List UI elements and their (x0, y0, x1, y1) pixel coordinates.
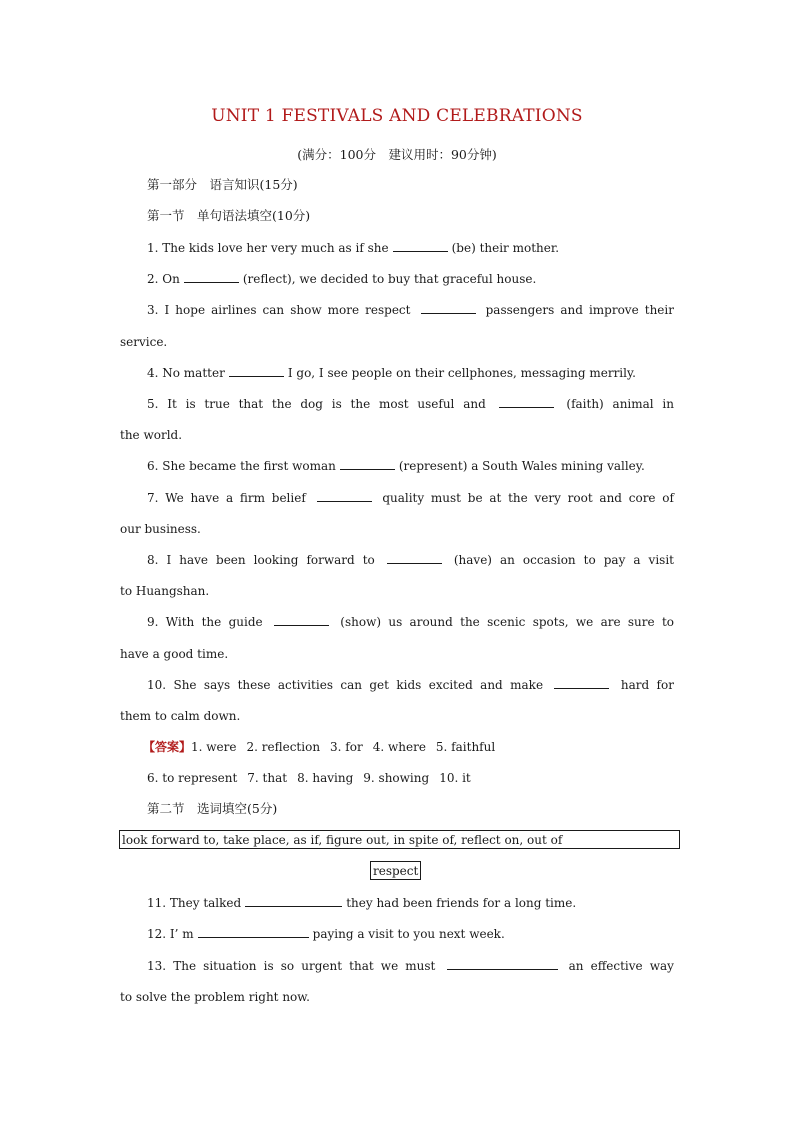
part-heading: 第一部分 语言知识(15分) (147, 177, 298, 192)
question-12: 12. I’ m paying a visit to you next week. (147, 927, 505, 941)
answer-key-line-1: 【答案】1. were 2. reflection 3. for 4. where 5. faithful (143, 740, 496, 754)
answer-blank[interactable] (447, 958, 558, 970)
section-heading: 第一节 单句语法填空(10分) (147, 208, 311, 223)
answer-tag: 【答案】 (143, 740, 192, 754)
question-13: 13. The situation is so urgent that we must an effective way (147, 959, 674, 973)
word-bank-box-cont: respect (370, 861, 421, 880)
word-bank-box: look forward to, take place, as if, figure out, in spite of, reflect on, out of (119, 830, 680, 849)
question-8: 8. I have been looking forward to (have) an occasion to pay a visit (147, 553, 674, 567)
question-4: 4. No matter I go, I see people on their cellphones, messaging merrily. (147, 366, 636, 380)
answer-blank[interactable] (393, 240, 448, 252)
answer-blank[interactable] (340, 458, 395, 470)
answer-blank[interactable] (184, 271, 239, 283)
section-heading-2: 第二节 选词填空(5分) (147, 801, 278, 816)
answer-blank[interactable] (245, 895, 342, 907)
answer-blank[interactable] (387, 552, 442, 564)
question-3: 3. I hope airlines can show more respect passengers and improve their (147, 303, 674, 317)
question-9: 9. With the guide (show) us around the scenic spots, we are sure to (147, 615, 674, 629)
question-1: 1. The kids love her very much as if she (be) their mother. (147, 241, 560, 255)
answer-blank[interactable] (554, 677, 609, 689)
question-7: 7. We have a firm belief quality must be at the very root and core of (147, 491, 674, 505)
question-3-cont: service. (120, 335, 168, 349)
page-title: UNIT 1 FESTIVALS AND CELEBRATIONS (211, 106, 583, 126)
question-9-cont: have a good time. (120, 647, 229, 661)
question-8-cont: to Huangshan. (120, 584, 210, 598)
answer-blank[interactable] (198, 926, 309, 938)
question-2: 2. On (reflect), we decided to buy that graceful house. (147, 272, 537, 286)
question-11: 11. They talked they had been friends for a long time. (147, 896, 577, 910)
answer-blank[interactable] (274, 614, 329, 626)
answer-blank[interactable] (229, 365, 284, 377)
score-time-info: (满分：100分 建议用时：90分钟) (297, 147, 497, 162)
question-5: 5. It is true that the dog is the most useful and (faith) animal in (147, 397, 674, 411)
question-5-cont: the world. (120, 428, 183, 442)
question-13-cont: to solve the problem right now. (120, 990, 310, 1004)
question-10: 10. She says these activities can get kids excited and make hard for (147, 678, 674, 692)
question-10-cont: them to calm down. (120, 709, 241, 723)
question-6: 6. She became the first woman (represent) a South Wales mining valley. (147, 459, 645, 473)
answer-blank[interactable] (499, 396, 554, 408)
answer-key-line-2: 6. to represent 7. that 8. having 9. showing 10. it (147, 771, 471, 785)
question-7-cont: our business. (120, 522, 201, 536)
answer-blank[interactable] (421, 302, 476, 314)
answer-blank[interactable] (317, 490, 372, 502)
